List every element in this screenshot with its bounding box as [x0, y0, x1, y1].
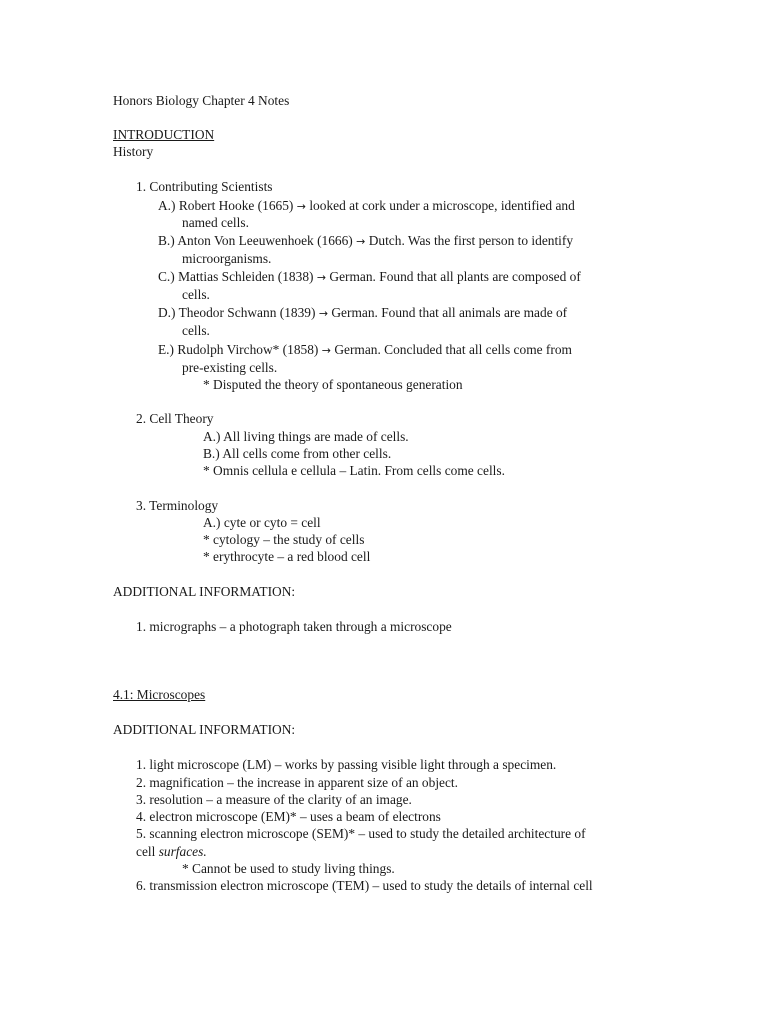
item-marker: D.)	[158, 305, 176, 320]
cell-theory-line: A.) All living things are made of cells.	[203, 429, 409, 444]
scientist-item-a-cont: named cells.	[182, 215, 249, 230]
scientist-item-b	[158, 232, 573, 250]
microscope-item: 3. resolution – a measure of the clarity of an image.	[136, 792, 412, 807]
history-heading: History	[113, 144, 154, 159]
item-name: Theodor Schwann (1839)	[178, 305, 316, 320]
item-name: Robert Hooke (1665)	[178, 198, 294, 213]
microscope-item: 4. electron microscope (EM)* – uses a beam of electrons	[136, 809, 441, 824]
item-text: Dutch. Was the first person to identify	[368, 233, 574, 248]
arrow-icon: →	[296, 200, 306, 213]
item-marker: E.)	[158, 342, 174, 357]
item-text: German. Found that all plants are composed of	[329, 269, 581, 284]
cell-theory-line: * Omnis cellula e cellula – Latin. From cells come cells.	[203, 463, 505, 478]
arrow-icon: →	[316, 271, 327, 284]
item-name: Anton Von Leeuwenhoek (1666)	[177, 233, 353, 248]
arrow-icon: →	[318, 307, 329, 320]
arrow-icon: →	[356, 235, 366, 248]
microscope-item: 2. magnification – the increase in apparent size of an object.	[136, 775, 458, 790]
item-text: German. Found that all animals are made of	[331, 305, 568, 320]
scientist-item-d	[158, 304, 567, 322]
scientist-item-a	[158, 197, 575, 215]
section-heading-microscopes: 4.1: Microscopes	[113, 687, 206, 702]
document-title: Honors Biology Chapter 4 Notes	[113, 93, 290, 108]
cont-prefix: cell	[136, 844, 159, 859]
microscope-item: 5. scanning electron microscope (SEM)* – used to study the detailed architecture of	[136, 826, 586, 841]
microscope-note: * Cannot be used to study living things.	[182, 861, 395, 876]
scientist-item-b-cont: microorganisms.	[182, 251, 272, 266]
terminology-line: A.) cyte or cyto = cell	[203, 515, 321, 530]
scientist-item-c	[158, 268, 581, 286]
microscope-item-cont	[136, 843, 207, 860]
introduction-heading: INTRODUCTION	[113, 127, 215, 142]
scientist-item-e	[158, 341, 572, 359]
item-name: Rudolph Virchow* (1858)	[177, 342, 319, 357]
scientist-note: * Disputed the theory of spontaneous generation	[203, 377, 463, 392]
terminology-line: * erythrocyte – a red blood cell	[203, 549, 371, 564]
scientist-item-e-cont: pre-existing cells.	[182, 360, 278, 375]
microscope-item: 1. light microscope (LM) – works by passing visible light through a specimen.	[136, 757, 557, 772]
scientists-label: 1. Contributing Scientists	[136, 179, 273, 194]
item-marker: A.)	[158, 198, 176, 213]
cell-theory-label: 2. Cell Theory	[136, 411, 214, 426]
cont-italic: surfaces.	[158, 844, 207, 859]
terminology-label: 3. Terminology	[136, 498, 219, 513]
scientist-item-c-cont: cells.	[182, 287, 210, 302]
item-marker: C.)	[158, 269, 175, 284]
additional-info-item: 1. micrographs – a photograph taken through a microscope	[136, 619, 452, 634]
item-marker: B.)	[158, 233, 175, 248]
item-text: looked at cork under a microscope, identified and	[309, 198, 575, 213]
cell-theory-line: B.) All cells come from other cells.	[203, 446, 392, 461]
scientist-item-d-cont: cells.	[182, 323, 210, 338]
item-text: German. Concluded that all cells come from	[334, 342, 572, 357]
additional-info-heading: ADDITIONAL INFORMATION:	[113, 584, 296, 599]
item-name: Mattias Schleiden (1838)	[178, 269, 314, 284]
additional-info-heading: ADDITIONAL INFORMATION:	[113, 722, 296, 737]
microscope-item: 6. transmission electron microscope (TEM) – used to study the details of internal cell	[136, 878, 593, 893]
terminology-line: * cytology – the study of cells	[203, 532, 365, 547]
arrow-icon: →	[321, 344, 331, 357]
